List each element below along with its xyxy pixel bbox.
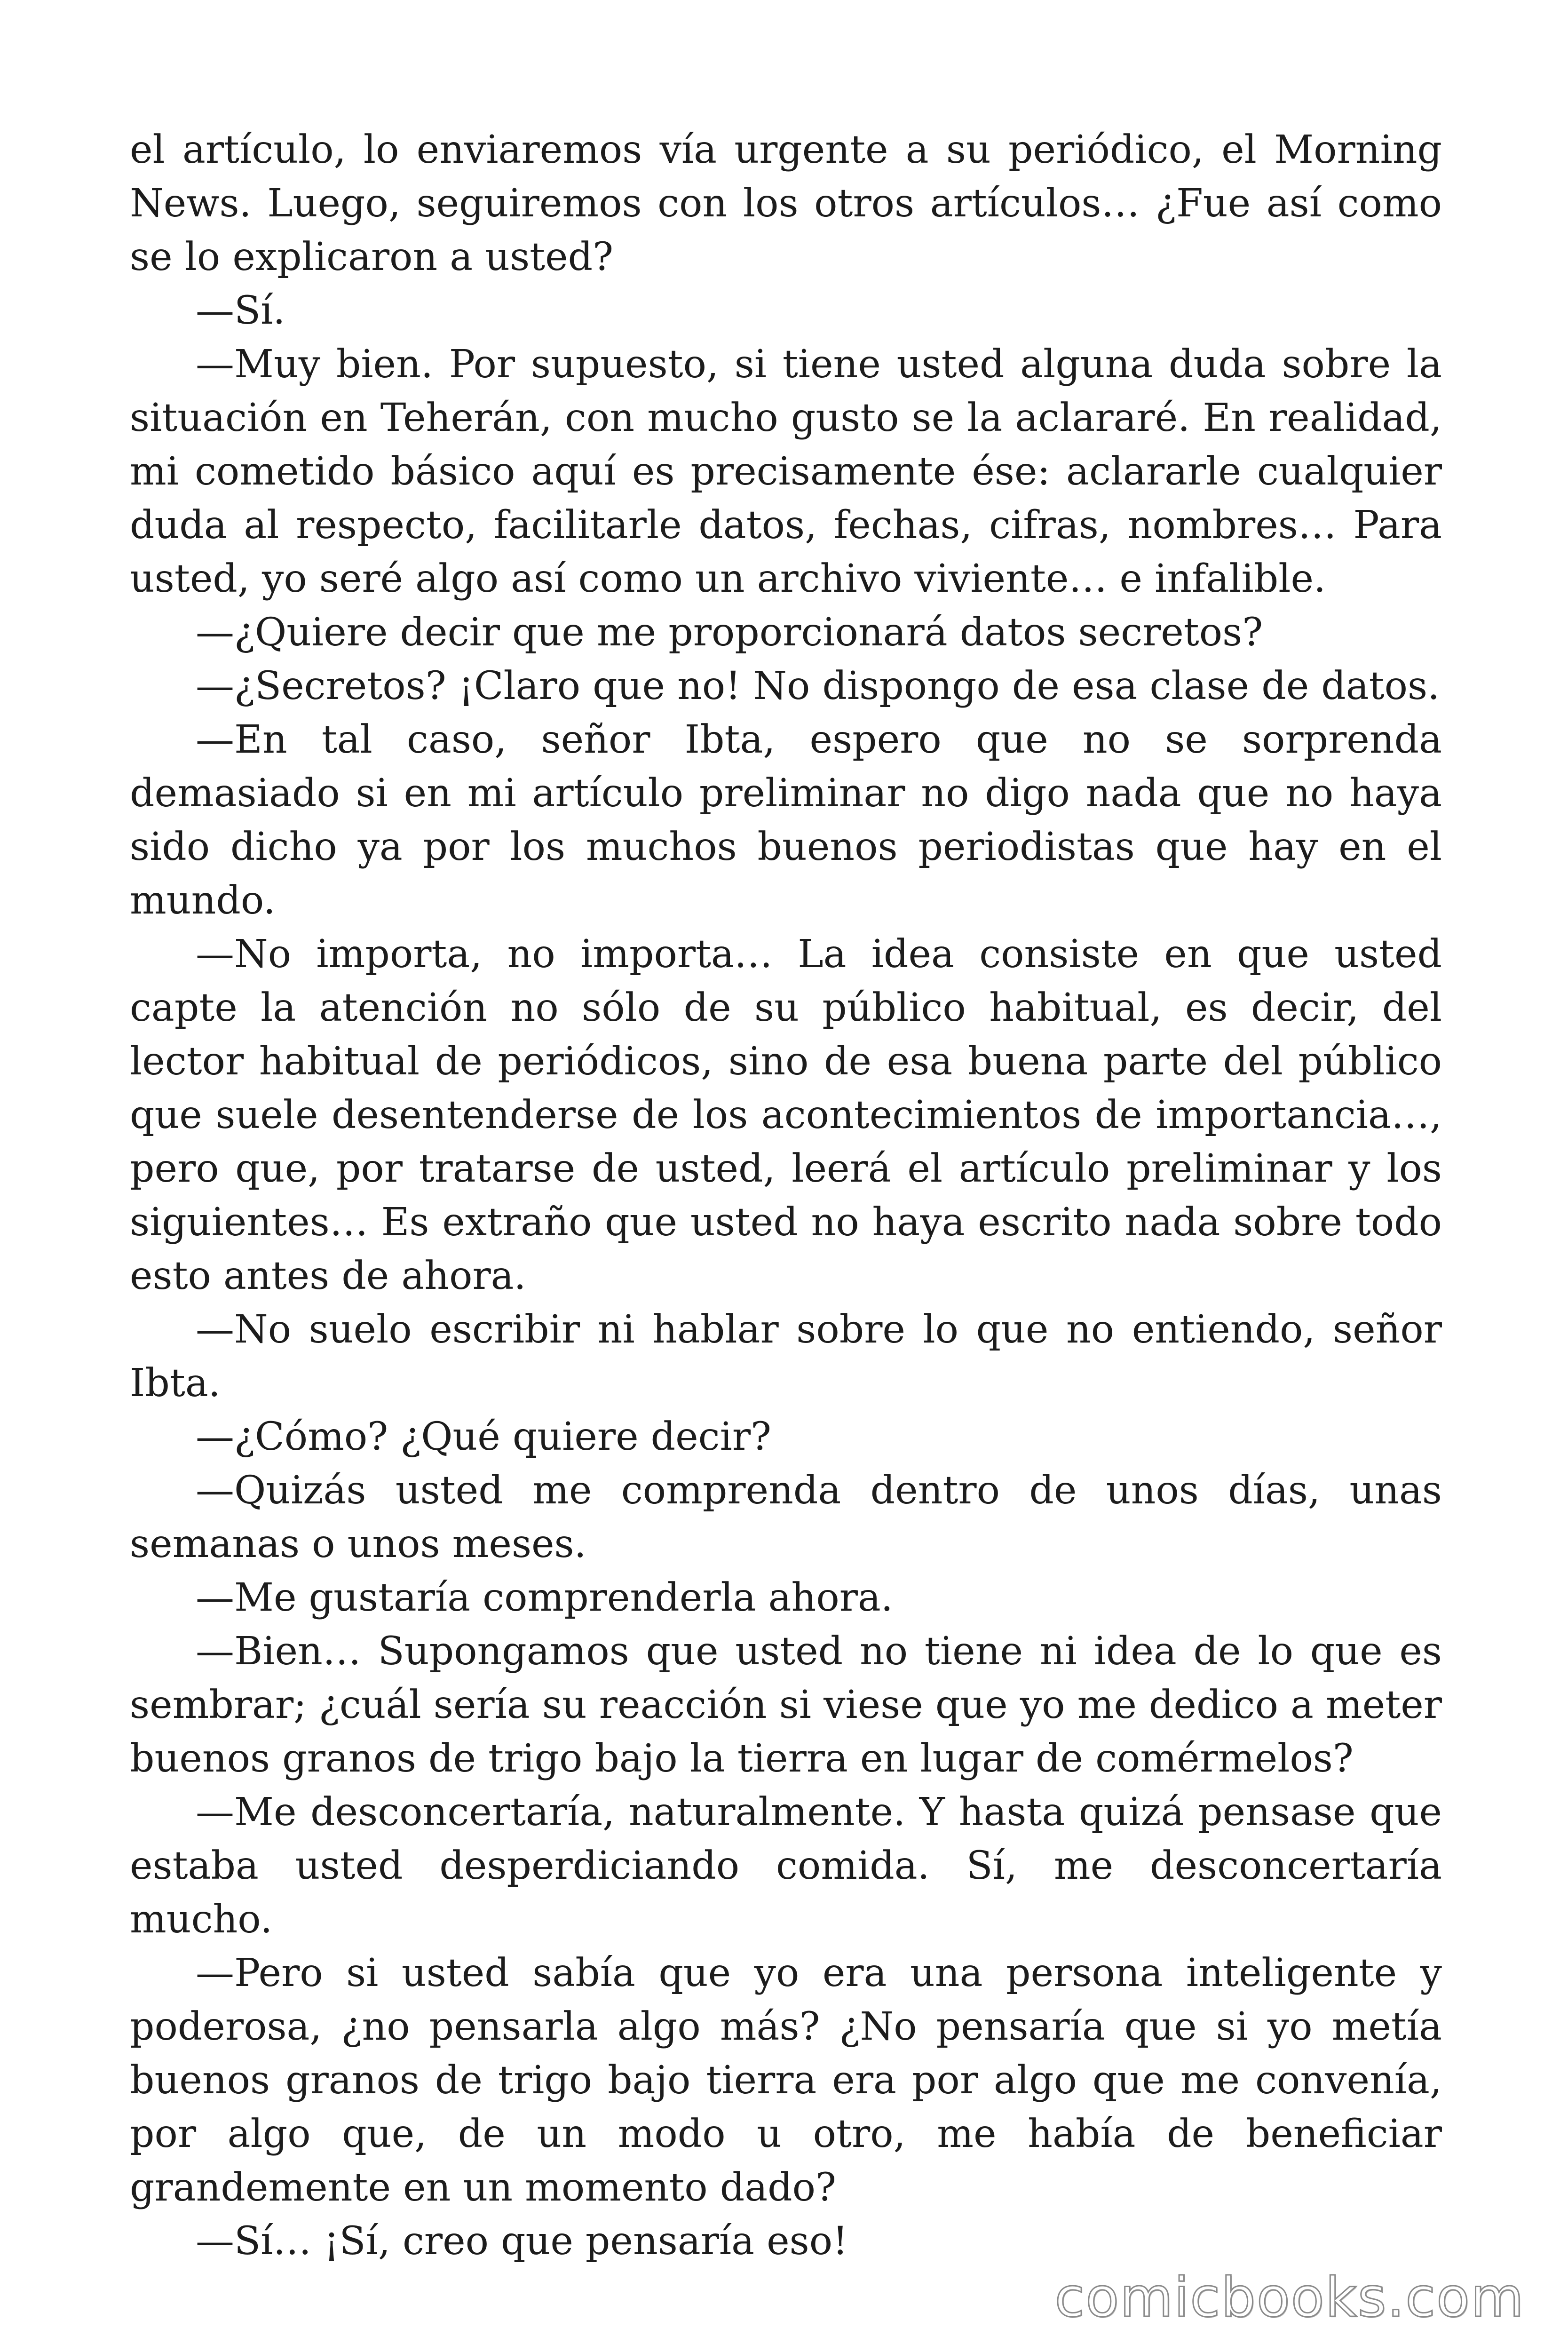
paragraph: el artículo, lo enviaremos vía urgente a su periódico, el Morning News. Luego, seguiremos con los otros artículos… ¿Fue así como se lo explicaron a usted? <box>130 127 1442 279</box>
paragraph: —No importa, no importa… La idea consiste en que usted capte la atención no sólo de su público habitual, es decir, del lector habitual de periódicos, sino de esa buena parte del público que suele desentenderse de los acontecimientos de importancia…, pero que, por tratarse de usted, leerá el artículo preliminar y los siguientes… Es extraño que usted no haya escrito nada sobre todo esto antes de ahora. <box>130 932 1442 1298</box>
paragraph: —Quizás usted me comprenda dentro de unos días, unas semanas o unos meses. <box>130 1468 1442 1566</box>
paragraph: —Bien… Supongamos que usted no tiene ni idea de lo que es sembrar; ¿cuál sería su reacción si viese que yo me dedico a meter buenos granos de trigo bajo la tierra en lugar de comérmelos? <box>130 1629 1442 1781</box>
paragraph: —Sí. <box>196 288 285 333</box>
paragraph: —No suelo escribir ni hablar sobre lo que no entiendo, señor Ibta. <box>130 1307 1442 1406</box>
paragraph: —Muy bien. Por supuesto, si tiene usted alguna duda sobre la situación en Teherán, con mucho gusto se la aclararé. En realidad, mi cometido básico aquí es precisamente ése: aclararle cualquier duda al respecto, facilitarle datos, fechas, cifras, nombres… Para usted, yo seré algo así como un archivo viviente… e infalible. <box>130 342 1442 601</box>
paragraph: —Me gustaría comprenderla ahora. <box>196 1575 893 1620</box>
paragraph: —Sí… ¡Sí, creo que pensaría eso! <box>196 2219 848 2264</box>
paragraph: —¿Quiere decir que me proporcionará datos secretos? <box>196 610 1263 655</box>
paragraph: —¿Cómo? ¿Qué quiere decir? <box>196 1414 771 1459</box>
paragraph: —En tal caso, señor Ibta, espero que no se sorprenda demasiado si en mi artículo preliminar no digo nada que no haya sido dicho ya por los muchos buenos periodistas que hay en el mundo. <box>130 717 1442 923</box>
paragraph: —Pero si usted sabía que yo era una persona inteligente y poderosa, ¿no pensarla algo más? ¿No pensaría que si yo metía buenos granos de trigo bajo tierra era por algo que me convenía, por algo que, de un modo u otro, me había de beneficiar grandemente en un momento dado? <box>130 1951 1442 2210</box>
paragraph: —¿Secretos? ¡Claro que no! No dispongo de esa clase de datos. <box>196 664 1440 708</box>
watermark-logo: comicbooks.com <box>1054 2266 1525 2329</box>
paragraph: —Me desconcertaría, naturalmente. Y hasta quizá pensase que estaba usted desperdiciando comida. Sí, me desconcertaría mucho. <box>130 1790 1442 1942</box>
page-body-text <box>130 123 1442 2268</box>
